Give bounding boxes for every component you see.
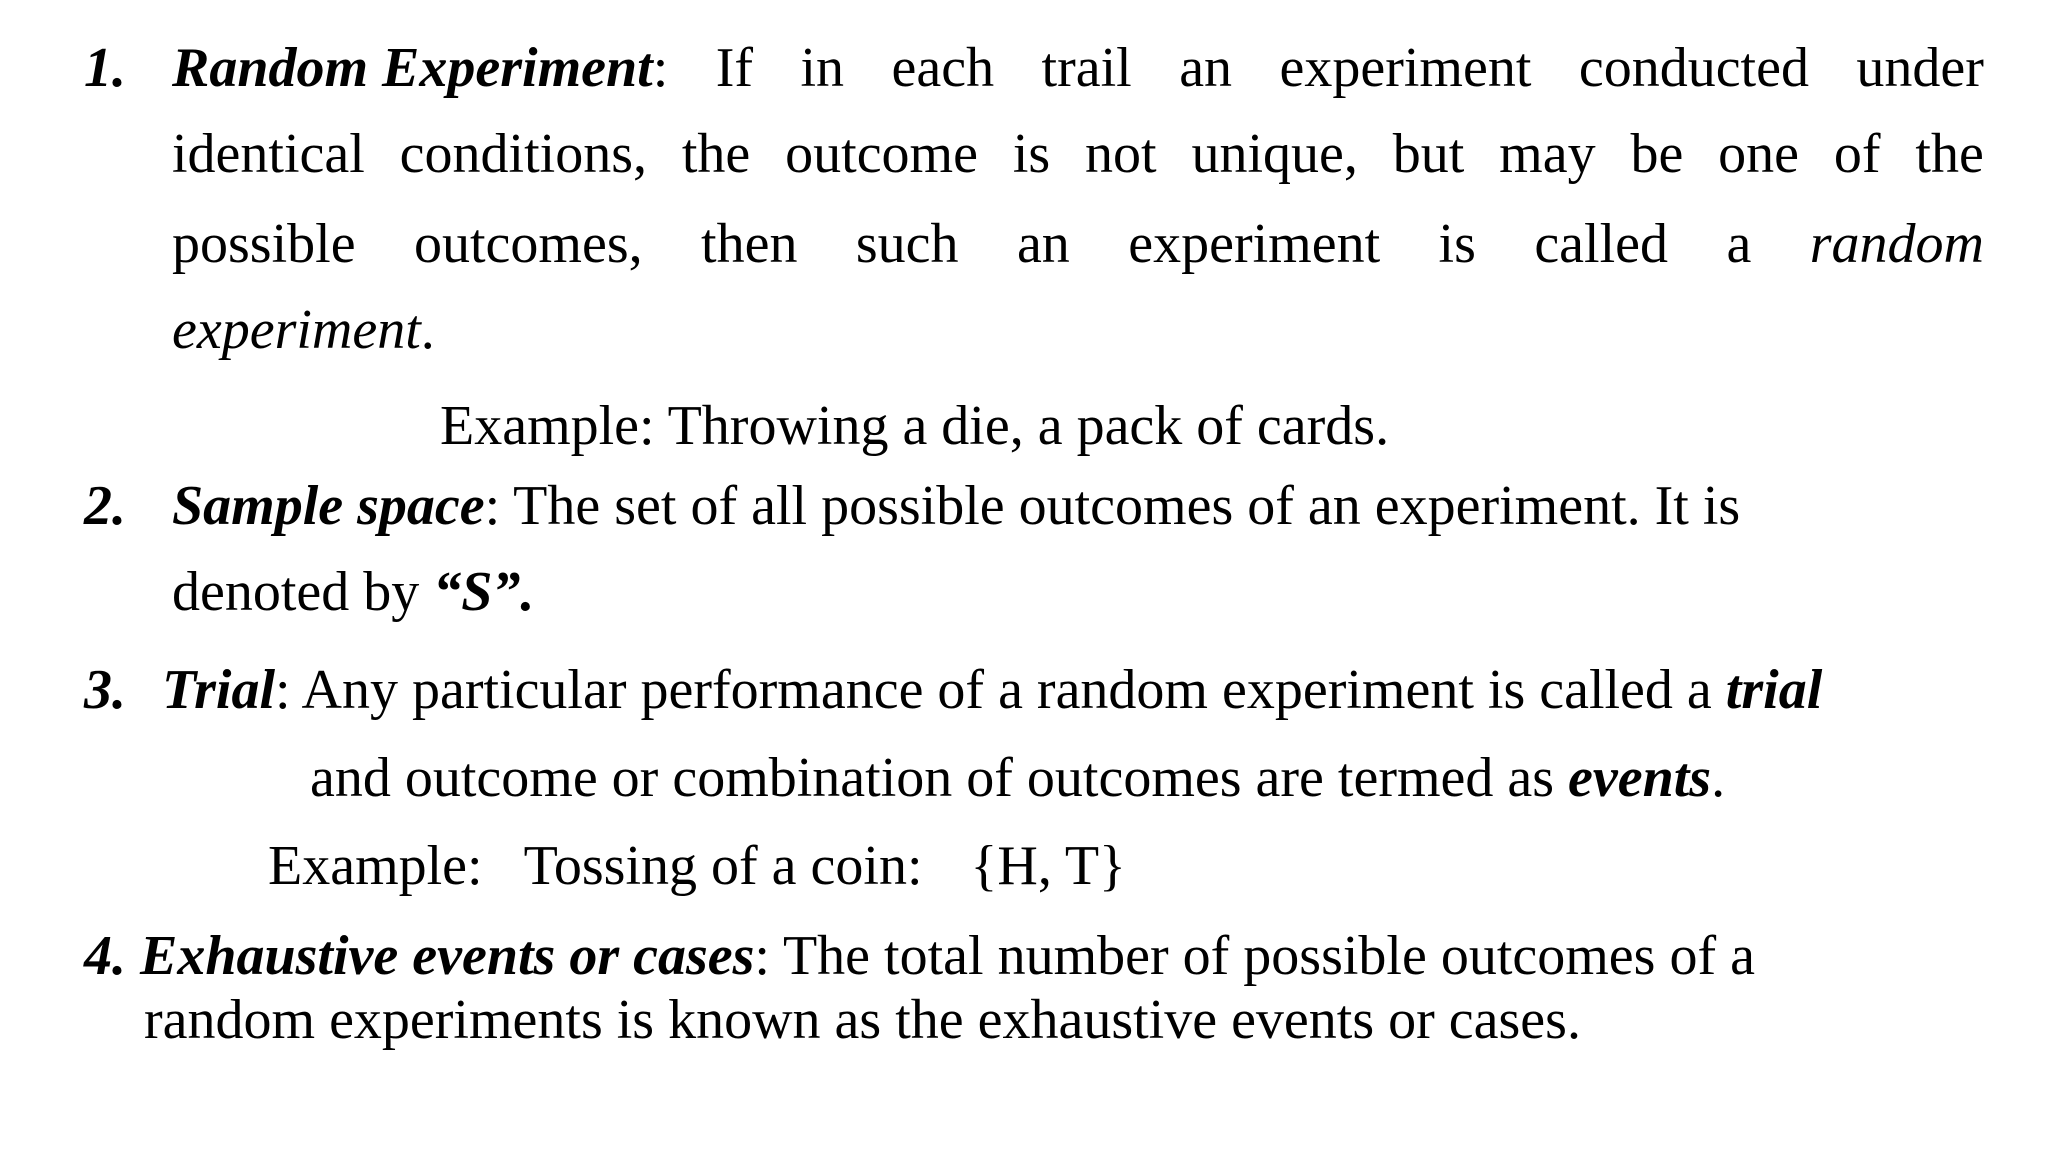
item-3-line-1: Trial: Any particular performance of a random experiment is called a trial (162, 659, 1823, 721)
item-2-number: 2. (84, 475, 126, 537)
item-3-number: 3. (84, 659, 126, 721)
item-4-line-2: random experiments is known as the exhaustive events or cases. (144, 989, 1581, 1051)
item-3-example: Example: Tossing of a coin: {H, T} (268, 835, 1126, 897)
events-term: events (1568, 747, 1712, 809)
item-3-term: Trial (162, 659, 276, 721)
item-4-line-1: 4. Exhaustive events or cases: The total number of possible outcomes of a (84, 925, 1755, 987)
item-2-line-2: denoted by “S”. (172, 561, 535, 623)
item-1-number: 1. (84, 37, 126, 99)
item-1-line-4: experiment. (172, 299, 435, 361)
sample-space-symbol: “S”. (433, 561, 535, 623)
item-2-term: Sample space (172, 475, 485, 537)
item-3-line-2: and outcome or combination of outcomes are termed as events. (310, 747, 1726, 809)
trial-term: trial (1725, 659, 1823, 721)
item-1-example: Example: Throwing a die, a pack of cards. (440, 395, 1390, 457)
item-1-line-1: Random Experiment: If in each trail an experiment conducted under (172, 37, 1984, 99)
item-1-line-2: identical conditions, the outcome is not unique, but may be one of the (172, 123, 1984, 185)
item-1-line-3: possible outcomes, then such an experiment is called a random (172, 213, 1984, 275)
item-4-term: Exhaustive events or cases (140, 925, 755, 987)
item-1-term: Random Experiment: (172, 37, 669, 99)
item-2-line-1: Sample space: The set of all possible outcomes of an experiment. It is (172, 475, 1741, 537)
